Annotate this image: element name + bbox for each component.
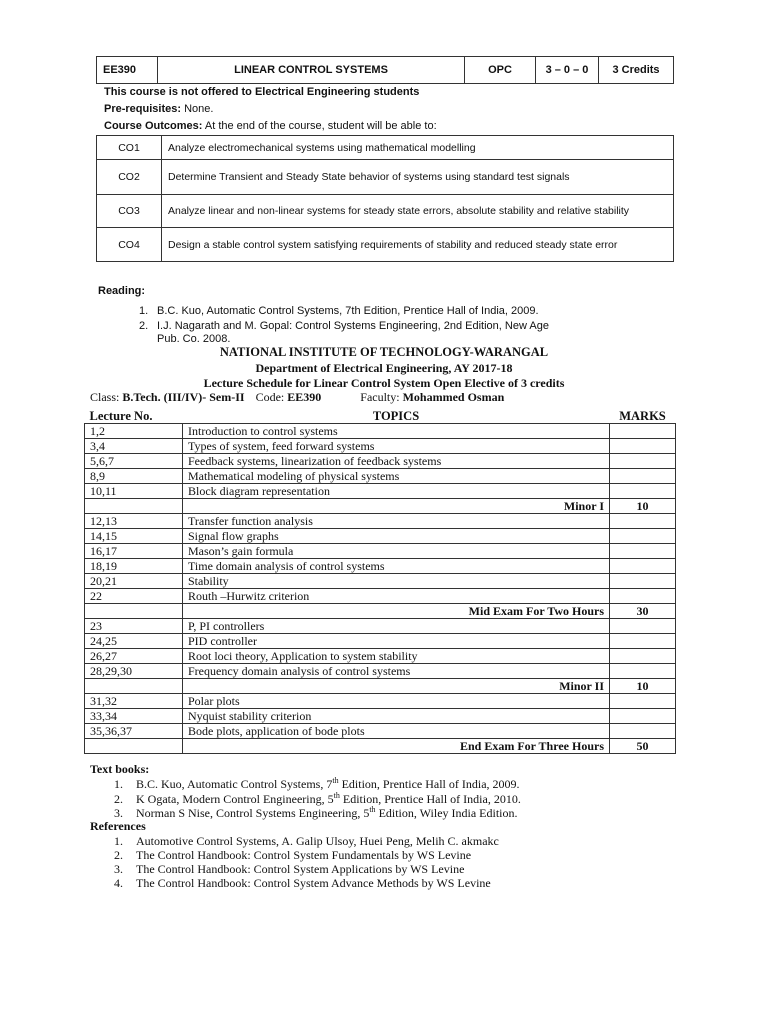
schedule-row	[85, 514, 676, 529]
exam-name: Minor II	[183, 679, 610, 694]
marks	[610, 724, 676, 739]
code-label: Code:	[255, 390, 285, 404]
reference-item	[114, 862, 464, 877]
lecture-number	[85, 604, 183, 619]
lecture-number: 5,6,7	[85, 454, 183, 469]
topic: Frequency domain analysis of control systems	[183, 664, 610, 679]
textbook-text-post: Edition, Prentice Hall of India, 2009.	[338, 777, 520, 791]
lecture-number: 28,29,30	[85, 664, 183, 679]
schedule-row	[85, 664, 676, 679]
textbook-item	[114, 776, 520, 792]
references-label: References	[90, 819, 146, 833]
lecture-number	[85, 499, 183, 514]
outcome-row	[97, 228, 674, 262]
prerequisites	[104, 103, 213, 115]
lecture-number	[85, 739, 183, 754]
outcome-code: CO1	[97, 136, 162, 160]
reference-num: 3.	[114, 862, 123, 876]
textbook-text-post: Edition, Wiley India Edition.	[375, 806, 518, 820]
schedule-row	[85, 484, 676, 499]
marks	[610, 454, 676, 469]
marks	[610, 619, 676, 634]
reference-text: The Control Handbook: Control System Fundamentals by WS Levine	[136, 848, 472, 862]
lecture-number: 10,11	[85, 484, 183, 499]
lecture-number: 18,19	[85, 559, 183, 574]
header-lecture-no: Lecture No.	[85, 408, 183, 424]
lecture-number: 22	[85, 589, 183, 604]
outcome-row	[97, 160, 674, 195]
topic: Types of system, feed forward systems	[183, 439, 610, 454]
lecture-number: 35,36,37	[85, 724, 183, 739]
topic: Feedback systems, linearization of feedback systems	[183, 454, 610, 469]
marks	[610, 544, 676, 559]
schedule-row	[85, 559, 676, 574]
marks: 10	[610, 499, 676, 514]
lecture-number: 12,13	[85, 514, 183, 529]
outcomes-intro-text: At the end of the course, student will be able to:	[204, 120, 437, 132]
outcome-text: Analyze electromechanical systems using mathematical modelling	[162, 136, 674, 160]
marks	[610, 529, 676, 544]
textbook-num: 3.	[114, 806, 123, 820]
marks	[610, 589, 676, 604]
reading-item	[139, 305, 539, 317]
course-credits: 3 Credits	[599, 57, 674, 84]
schedule-row	[85, 544, 676, 559]
outcome-row	[97, 195, 674, 228]
marks	[610, 514, 676, 529]
class-line	[90, 390, 504, 405]
marks: 30	[610, 604, 676, 619]
reading-text: I.J. Nagarath and M. Gopal: Control Systems Engineering, 2nd Edition, New Age	[157, 320, 549, 332]
textbook-text: K Ogata, Modern Control Engineering, 5	[136, 792, 334, 806]
topic: Mason’s gain formula	[183, 544, 610, 559]
class-label: Class:	[90, 390, 120, 404]
outcome-code: CO2	[97, 160, 162, 195]
reference-text: The Control Handbook: Control System Advance Methods by WS Levine	[136, 876, 491, 890]
exam-row	[85, 739, 676, 754]
lecture-number: 23	[85, 619, 183, 634]
textbook-num: 1.	[114, 777, 123, 791]
topic: Signal flow graphs	[183, 529, 610, 544]
reference-text: Automotive Control Systems, A. Galip Ulsoy, Huei Peng, Melih C. akmakc	[136, 834, 499, 848]
header-topics: TOPICS	[183, 408, 610, 424]
lecture-number: 31,32	[85, 694, 183, 709]
schedule-row	[85, 469, 676, 484]
class-value: B.Tech. (III/IV)- Sem-II	[122, 390, 245, 404]
lecture-number: 8,9	[85, 469, 183, 484]
marks: 50	[610, 739, 676, 754]
course-code: EE390	[97, 57, 158, 84]
schedule-title: Lecture Schedule for Linear Control System Open Elective of 3 credits	[203, 376, 565, 390]
topic: Routh –Hurwitz criterion	[183, 589, 610, 604]
code-value: EE390	[287, 390, 322, 404]
schedule-row	[85, 724, 676, 739]
lecture-number: 20,21	[85, 574, 183, 589]
institute-name: NATIONAL INSTITUTE OF TECHNOLOGY-WARANGAL	[219, 345, 549, 359]
reading-item	[139, 320, 549, 332]
reference-num: 1.	[114, 834, 123, 848]
lecture-number: 14,15	[85, 529, 183, 544]
reference-text: The Control Handbook: Control System Applications by WS Levine	[136, 862, 465, 876]
reading-num: 1.	[139, 305, 149, 317]
lecture-number: 1,2	[85, 424, 183, 439]
topic: Introduction to control systems	[183, 424, 610, 439]
exam-row	[85, 679, 676, 694]
textbook-sup: th	[332, 776, 339, 785]
marks	[610, 559, 676, 574]
topic: Root loci theory, Application to system stability	[183, 649, 610, 664]
marks	[610, 424, 676, 439]
marks	[610, 709, 676, 724]
marks	[610, 484, 676, 499]
textbook-num: 2.	[114, 792, 123, 806]
outcome-text: Design a stable control system satisfying requirements of stability and reduced steady state error	[162, 228, 674, 262]
faculty-value: Mohammed Osman	[402, 390, 505, 404]
marks	[610, 634, 676, 649]
schedule-row	[85, 619, 676, 634]
topic: PID controller	[183, 634, 610, 649]
reference-item	[114, 848, 471, 863]
schedule-header-row	[85, 408, 676, 424]
exam-name: Minor I	[183, 499, 610, 514]
outcomes-intro	[104, 120, 437, 132]
schedule-row	[85, 529, 676, 544]
reading-num: 2.	[139, 320, 149, 332]
course-ltp: 3 – 0 – 0	[536, 57, 599, 84]
schedule-row	[85, 454, 676, 469]
course-category: OPC	[465, 57, 536, 84]
reference-item	[114, 834, 499, 849]
textbooks-label: Text books:	[90, 762, 150, 776]
marks	[610, 469, 676, 484]
lecture-schedule-table	[84, 408, 676, 754]
not-offered-note: This course is not offered to Electrical Engineering students	[104, 86, 420, 98]
textbook-text: B.C. Kuo, Automatic Control Systems, 7	[136, 777, 333, 791]
lecture-number: 24,25	[85, 634, 183, 649]
marks	[610, 694, 676, 709]
lecture-number: 33,34	[85, 709, 183, 724]
course-header-table	[96, 56, 674, 84]
lecture-number	[85, 679, 183, 694]
schedule-row	[85, 439, 676, 454]
course-title: LINEAR CONTROL SYSTEMS	[158, 57, 465, 84]
exam-name: Mid Exam For Two Hours	[183, 604, 610, 619]
outcome-code: CO4	[97, 228, 162, 262]
reading-text-continued: Pub. Co. 2008.	[157, 333, 231, 345]
reference-item	[114, 876, 491, 891]
marks	[610, 439, 676, 454]
schedule-row	[85, 694, 676, 709]
faculty-label: Faculty:	[360, 390, 400, 404]
exam-row	[85, 499, 676, 514]
topic: P, PI controllers	[183, 619, 610, 634]
textbook-item	[114, 805, 518, 821]
topic: Mathematical modeling of physical systems	[183, 469, 610, 484]
marks: 10	[610, 679, 676, 694]
lecture-number: 3,4	[85, 439, 183, 454]
schedule-row	[85, 709, 676, 724]
prereq-label: Pre-requisites:	[104, 103, 182, 115]
reference-num: 4.	[114, 876, 123, 890]
marks	[610, 664, 676, 679]
reference-num: 2.	[114, 848, 123, 862]
header-marks: MARKS	[610, 408, 676, 424]
exam-row	[85, 604, 676, 619]
topic: Time domain analysis of control systems	[183, 559, 610, 574]
department-name: Department of Electrical Engineering, AY 2017-18	[255, 361, 513, 375]
textbook-sup: th	[369, 805, 376, 814]
outcomes-label: Course Outcomes:	[104, 120, 203, 132]
topic: Transfer function analysis	[183, 514, 610, 529]
textbook-sup: th	[333, 791, 340, 800]
marks	[610, 649, 676, 664]
course-outcomes-table	[96, 135, 674, 262]
schedule-row	[85, 574, 676, 589]
exam-name: End Exam For Three Hours	[183, 739, 610, 754]
schedule-row	[85, 424, 676, 439]
marks	[610, 574, 676, 589]
topic: Stability	[183, 574, 610, 589]
topic: Bode plots, application of bode plots	[183, 724, 610, 739]
topic: Nyquist stability criterion	[183, 709, 610, 724]
lecture-number: 16,17	[85, 544, 183, 559]
course-header-row	[97, 57, 674, 84]
reading-label: Reading:	[98, 285, 146, 297]
topic: Polar plots	[183, 694, 610, 709]
outcome-text: Determine Transient and Steady State behavior of systems using standard test signals	[162, 160, 674, 195]
outcome-code: CO3	[97, 195, 162, 228]
reading-text: B.C. Kuo, Automatic Control Systems, 7th Edition, Prentice Hall of India, 2009.	[157, 305, 539, 317]
outcome-row	[97, 136, 674, 160]
prereq-value: None.	[184, 103, 214, 115]
schedule-row	[85, 649, 676, 664]
schedule-row	[85, 589, 676, 604]
outcome-text: Analyze linear and non-linear systems for steady state errors, absolute stability and relative stability	[162, 195, 674, 228]
topic: Block diagram representation	[183, 484, 610, 499]
textbook-text: Norman S Nise, Control Systems Engineering, 5	[136, 806, 370, 820]
lecture-number: 26,27	[85, 649, 183, 664]
textbook-text-post: Edition, Prentice Hall of India, 2010.	[339, 792, 521, 806]
schedule-row	[85, 634, 676, 649]
